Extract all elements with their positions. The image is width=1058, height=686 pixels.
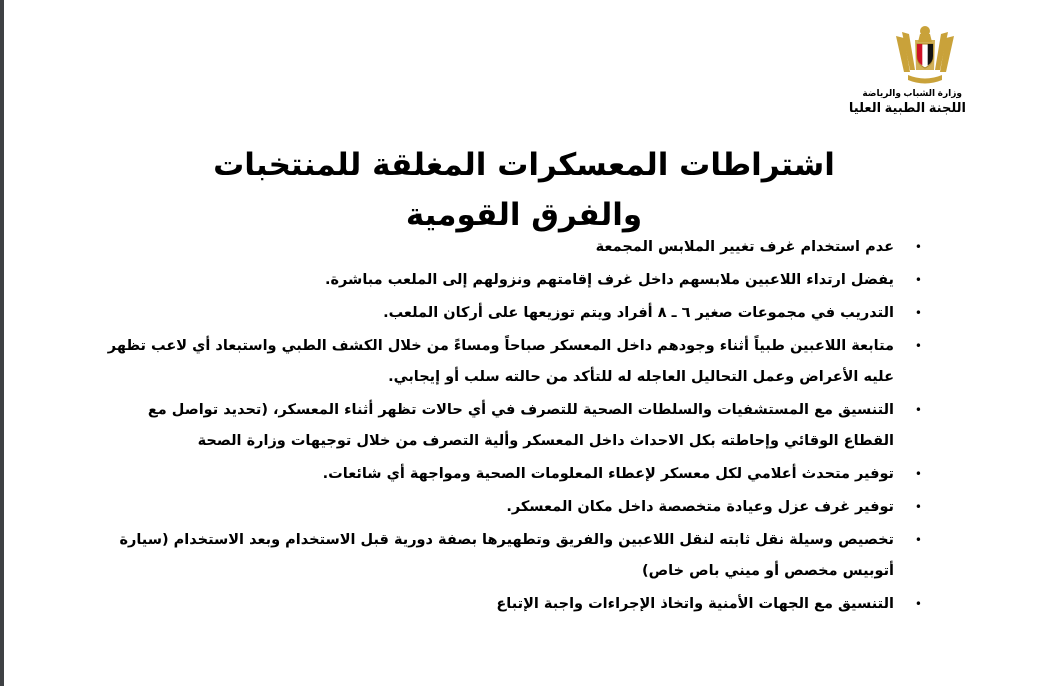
- list-item: • توفير غرف عزل وعيادة متخصصة داخل مكان المعسكر.: [104, 492, 934, 523]
- list-item: • التنسيق مع المستشفيات والسلطات الصحية للتصرف في أي حالات تظهر أثناء المعسكر، (تحديد تواصل مع القطاع الوقائي وإحاطته بكل الاحداث داخل المعسكر وألية التصرف من خلال توجيهات وزارة الصحة: [104, 395, 934, 457]
- list-item: • عدم استخدام غرف تغيير الملابس المجمعة: [104, 232, 934, 263]
- document-title: اشتراطات المعسكرات المغلقة للمنتخبات والفرق القومية: [213, 147, 835, 233]
- list-item: • التدريب في مجموعات صغير ٦ ـ ٨ أفراد ويتم توزيعها على أركان الملعب.: [104, 298, 934, 329]
- list-item: • توفير متحدث أعلامي لكل معسكر لإعطاء المعلومات الصحية ومواجهة أي شائعات.: [104, 459, 934, 490]
- list-item: • يفضل ارتداء اللاعبين ملابسهم داخل غرف إقامتهم ونزولهم إلى الملعب مباشرة.: [104, 265, 934, 296]
- header-logo-block: [848, 22, 984, 116]
- committee-name: اللجنة الطبية العليا: [848, 100, 966, 115]
- requirements-list: [104, 232, 934, 622]
- document-page: [4, 0, 1058, 686]
- egypt-eagle-emblem-icon: [890, 22, 960, 88]
- ministry-name: وزارة الشباب والرياضة: [862, 88, 962, 98]
- list-item: • التنسيق مع الجهات الأمنية واتخاذ الإجراءات واجبة الإتباع: [104, 589, 934, 620]
- list-item: • تخصيص وسيلة نقل ثابته لنقل اللاعبين والفريق وتطهيرها بصفة دورية قبل الاستخدام وبعد الاستخدام (سيارة أتوبيس مخصص أو ميني باص خاص): [104, 525, 934, 587]
- list-item: • متابعة اللاعبين طبياً أثناء وجودهم داخل المعسكر صباحاً ومساءً من خلال الكشف الطبي واستبعاد أي لاعب تظهر عليه الأعراض وعمل التحاليل العاجله له للتأكد من حالته سلب أو إيجابي.: [104, 331, 934, 393]
